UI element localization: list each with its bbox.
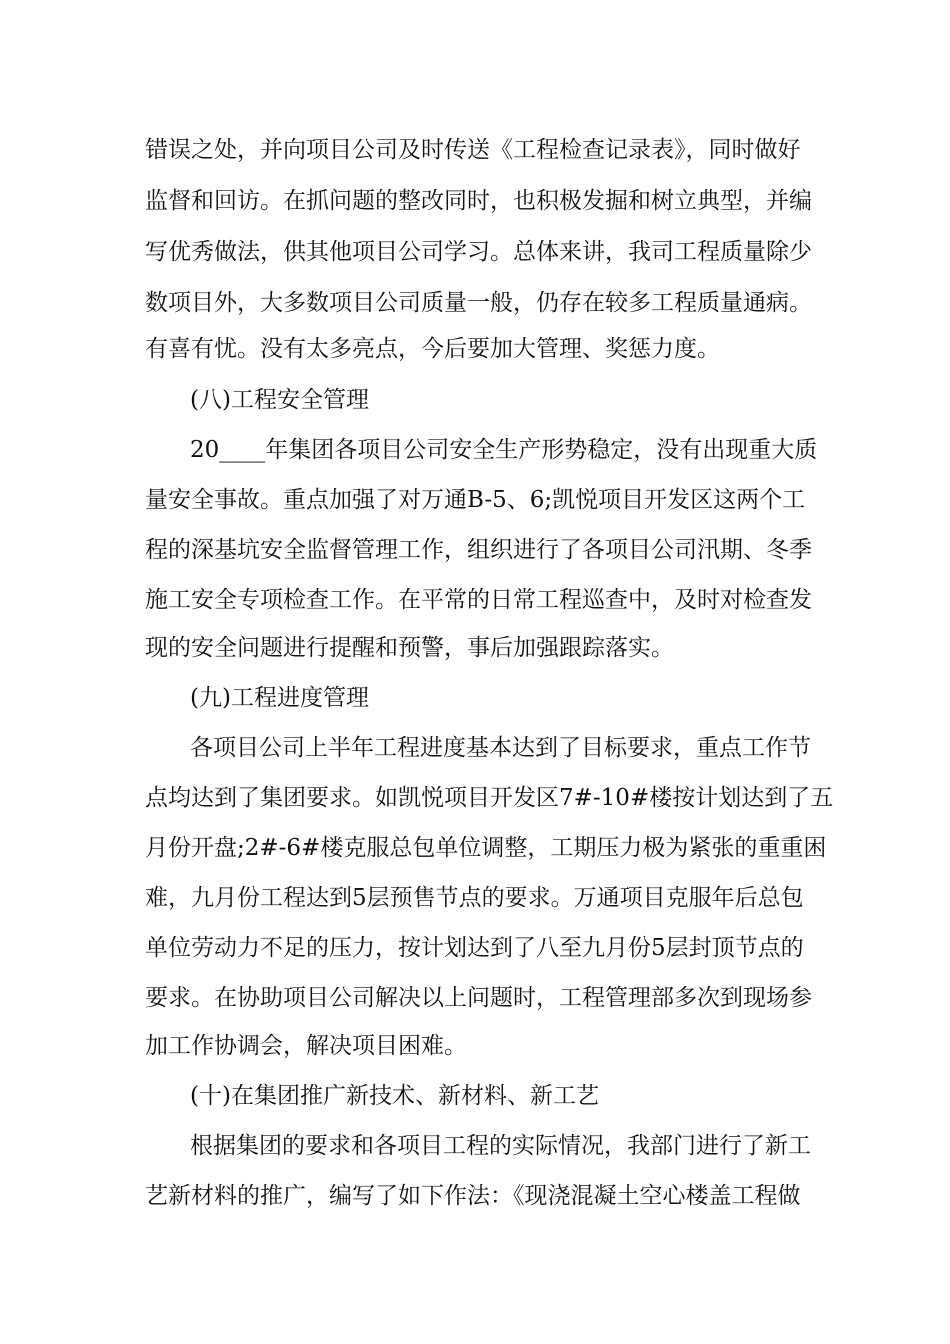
text-line: 月份开盘;2#-6#楼克服总包单位调整，工期压力极为紧张的重重困 xyxy=(145,835,827,861)
text-line: 根据集团的要求和各项目工程的实际情况，我部门进行了新工 xyxy=(190,1133,811,1159)
text-line: 艺新材料的推广，编写了如下作法：《现浇混凝土空心楼盖工程做 xyxy=(145,1183,801,1209)
text-line: 错误之处，并向项目公司及时传送《工程检查记录表》，同时做好 xyxy=(145,137,801,163)
text-line: 难，九月份工程达到5层预售节点的要求。万通项目克服年后总包 xyxy=(145,885,804,911)
text-line: 单位劳动力不足的压力，按计划达到了八至九月份5层封顶节点的 xyxy=(145,935,804,961)
section-heading-8: (八)工程安全管理 xyxy=(190,387,369,413)
text-line: 写优秀做法，供其他项目公司学习。总体来讲，我司工程质量除少 xyxy=(145,239,812,265)
text-line: 现的安全问题进行提醒和预警，事后加强跟踪落实。 xyxy=(145,635,674,661)
text-line: 有喜有忧。没有太多亮点，今后要加大管理、奖惩力度。 xyxy=(145,336,720,362)
text-line: 各项目公司上半年工程进度基本达到了目标要求，重点工作节 xyxy=(190,735,811,761)
text-line: 监督和回访。在抓问题的整改同时，也积极发掘和树立典型，并编 xyxy=(145,188,812,214)
section-heading-10: (十)在集团推广新技术、新材料、新工艺 xyxy=(190,1083,599,1109)
text-line: 加工作协调会，解决项目困难。 xyxy=(145,1033,467,1059)
text-line: 量安全事故。重点加强了对万通B-5、6;凯悦项目开发区这两个工 xyxy=(145,487,806,513)
text-line: 点均达到了集团要求。如凯悦项目开发区7#-10#楼按计划达到了五 xyxy=(145,785,834,811)
text-line: 程的深基坑安全监督管理工作，组织进行了各项目公司汛期、冬季 xyxy=(145,537,812,563)
text-line: 数项目外，大多数项目公司质量一般，仍存在较多工程质量通病。 xyxy=(145,290,812,316)
text-line: 20____年集团各项目公司安全生产形势稳定，没有出现重大质 xyxy=(190,437,818,463)
text-line: 施工安全专项检查工作。在平常的日常工程巡查中，及时对检查发 xyxy=(145,587,812,613)
section-heading-9: (九)工程进度管理 xyxy=(190,685,369,711)
text-line: 要求。在协助项目公司解决以上问题时，工程管理部多次到现场参 xyxy=(145,985,812,1011)
